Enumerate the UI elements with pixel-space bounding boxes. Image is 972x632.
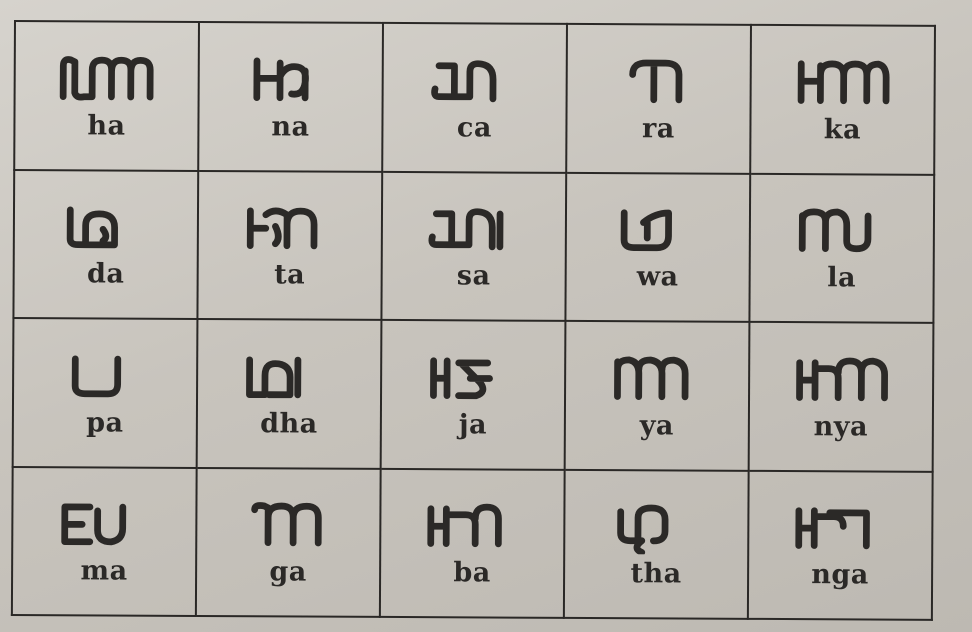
aksara-nya-glyph: [750, 351, 932, 408]
table-cell: [380, 468, 565, 617]
aksara-sa-glyph: [383, 200, 565, 257]
table-cell: [14, 21, 199, 170]
table-cell: [748, 470, 933, 619]
table-row: [13, 170, 934, 323]
table-cell: [197, 319, 382, 468]
table-cell: [196, 467, 381, 616]
table-cell: [381, 171, 566, 320]
aksara-na-glyph: [200, 51, 382, 108]
syllable-label: tha: [630, 558, 682, 590]
table-cell: [13, 318, 198, 467]
aksara-ca-glyph: [384, 52, 566, 109]
syllable-label: ya: [639, 410, 675, 442]
table-row: [14, 21, 935, 174]
syllable-label: na: [271, 111, 310, 143]
table-cell: [566, 24, 751, 173]
syllable-label: wa: [636, 261, 679, 293]
table-cell: [382, 23, 567, 172]
table-row: [13, 318, 934, 471]
syllable-label: ha: [87, 110, 126, 142]
syllable-label: ja: [458, 409, 488, 441]
syllable-label: nya: [813, 410, 869, 443]
table-cell: [750, 25, 935, 174]
table-cell: [12, 466, 197, 615]
syllable-label: ga: [269, 556, 307, 588]
aksara-ja-glyph: [382, 349, 564, 406]
syllable-label: sa: [456, 260, 491, 292]
aksara-ma-glyph: [13, 495, 195, 552]
syllable-label: dha: [260, 408, 318, 440]
syllable-label: ma: [80, 555, 128, 587]
table-cell: [565, 321, 750, 470]
aksara-ra-glyph: [568, 53, 750, 110]
syllable-label: da: [86, 258, 125, 290]
syllable-label: ra: [641, 113, 675, 145]
aksara-ba-glyph: [381, 497, 563, 554]
table-cell: [749, 173, 934, 322]
table-cell: [198, 22, 383, 171]
aksara-nga-glyph: [749, 499, 931, 556]
syllable-label: la: [827, 262, 857, 294]
table-cell: [197, 170, 382, 319]
aksara-ta-glyph: [199, 199, 381, 256]
aksara-pa-glyph: [14, 347, 196, 404]
syllable-label: ta: [274, 259, 306, 291]
aksara-ga-glyph: [197, 496, 379, 553]
aksara-da-glyph: [15, 198, 197, 255]
aksara-tha-glyph: [565, 498, 747, 555]
syllable-label: pa: [86, 407, 124, 439]
aksara-ka-glyph: [752, 54, 934, 111]
syllable-label: nga: [811, 559, 869, 591]
aksara-wa-glyph: [567, 201, 749, 258]
syllable-label: ba: [453, 557, 491, 589]
table-cell: [564, 469, 749, 618]
syllable-label: ka: [823, 113, 862, 146]
aksara-ya-glyph: [566, 350, 748, 407]
table-cell: [565, 172, 750, 321]
table-row: [12, 466, 933, 619]
aksara-jawa-table: [11, 20, 936, 621]
table-cell: [13, 170, 198, 319]
table-cell: [749, 322, 934, 471]
syllable-label: ca: [456, 112, 492, 144]
aksara-la-glyph: [751, 202, 933, 259]
aksara-dha-glyph: [198, 348, 380, 405]
table-cell: [381, 320, 566, 469]
aksara-table-wrapper: [11, 20, 936, 621]
aksara-ha-glyph: [16, 50, 198, 107]
